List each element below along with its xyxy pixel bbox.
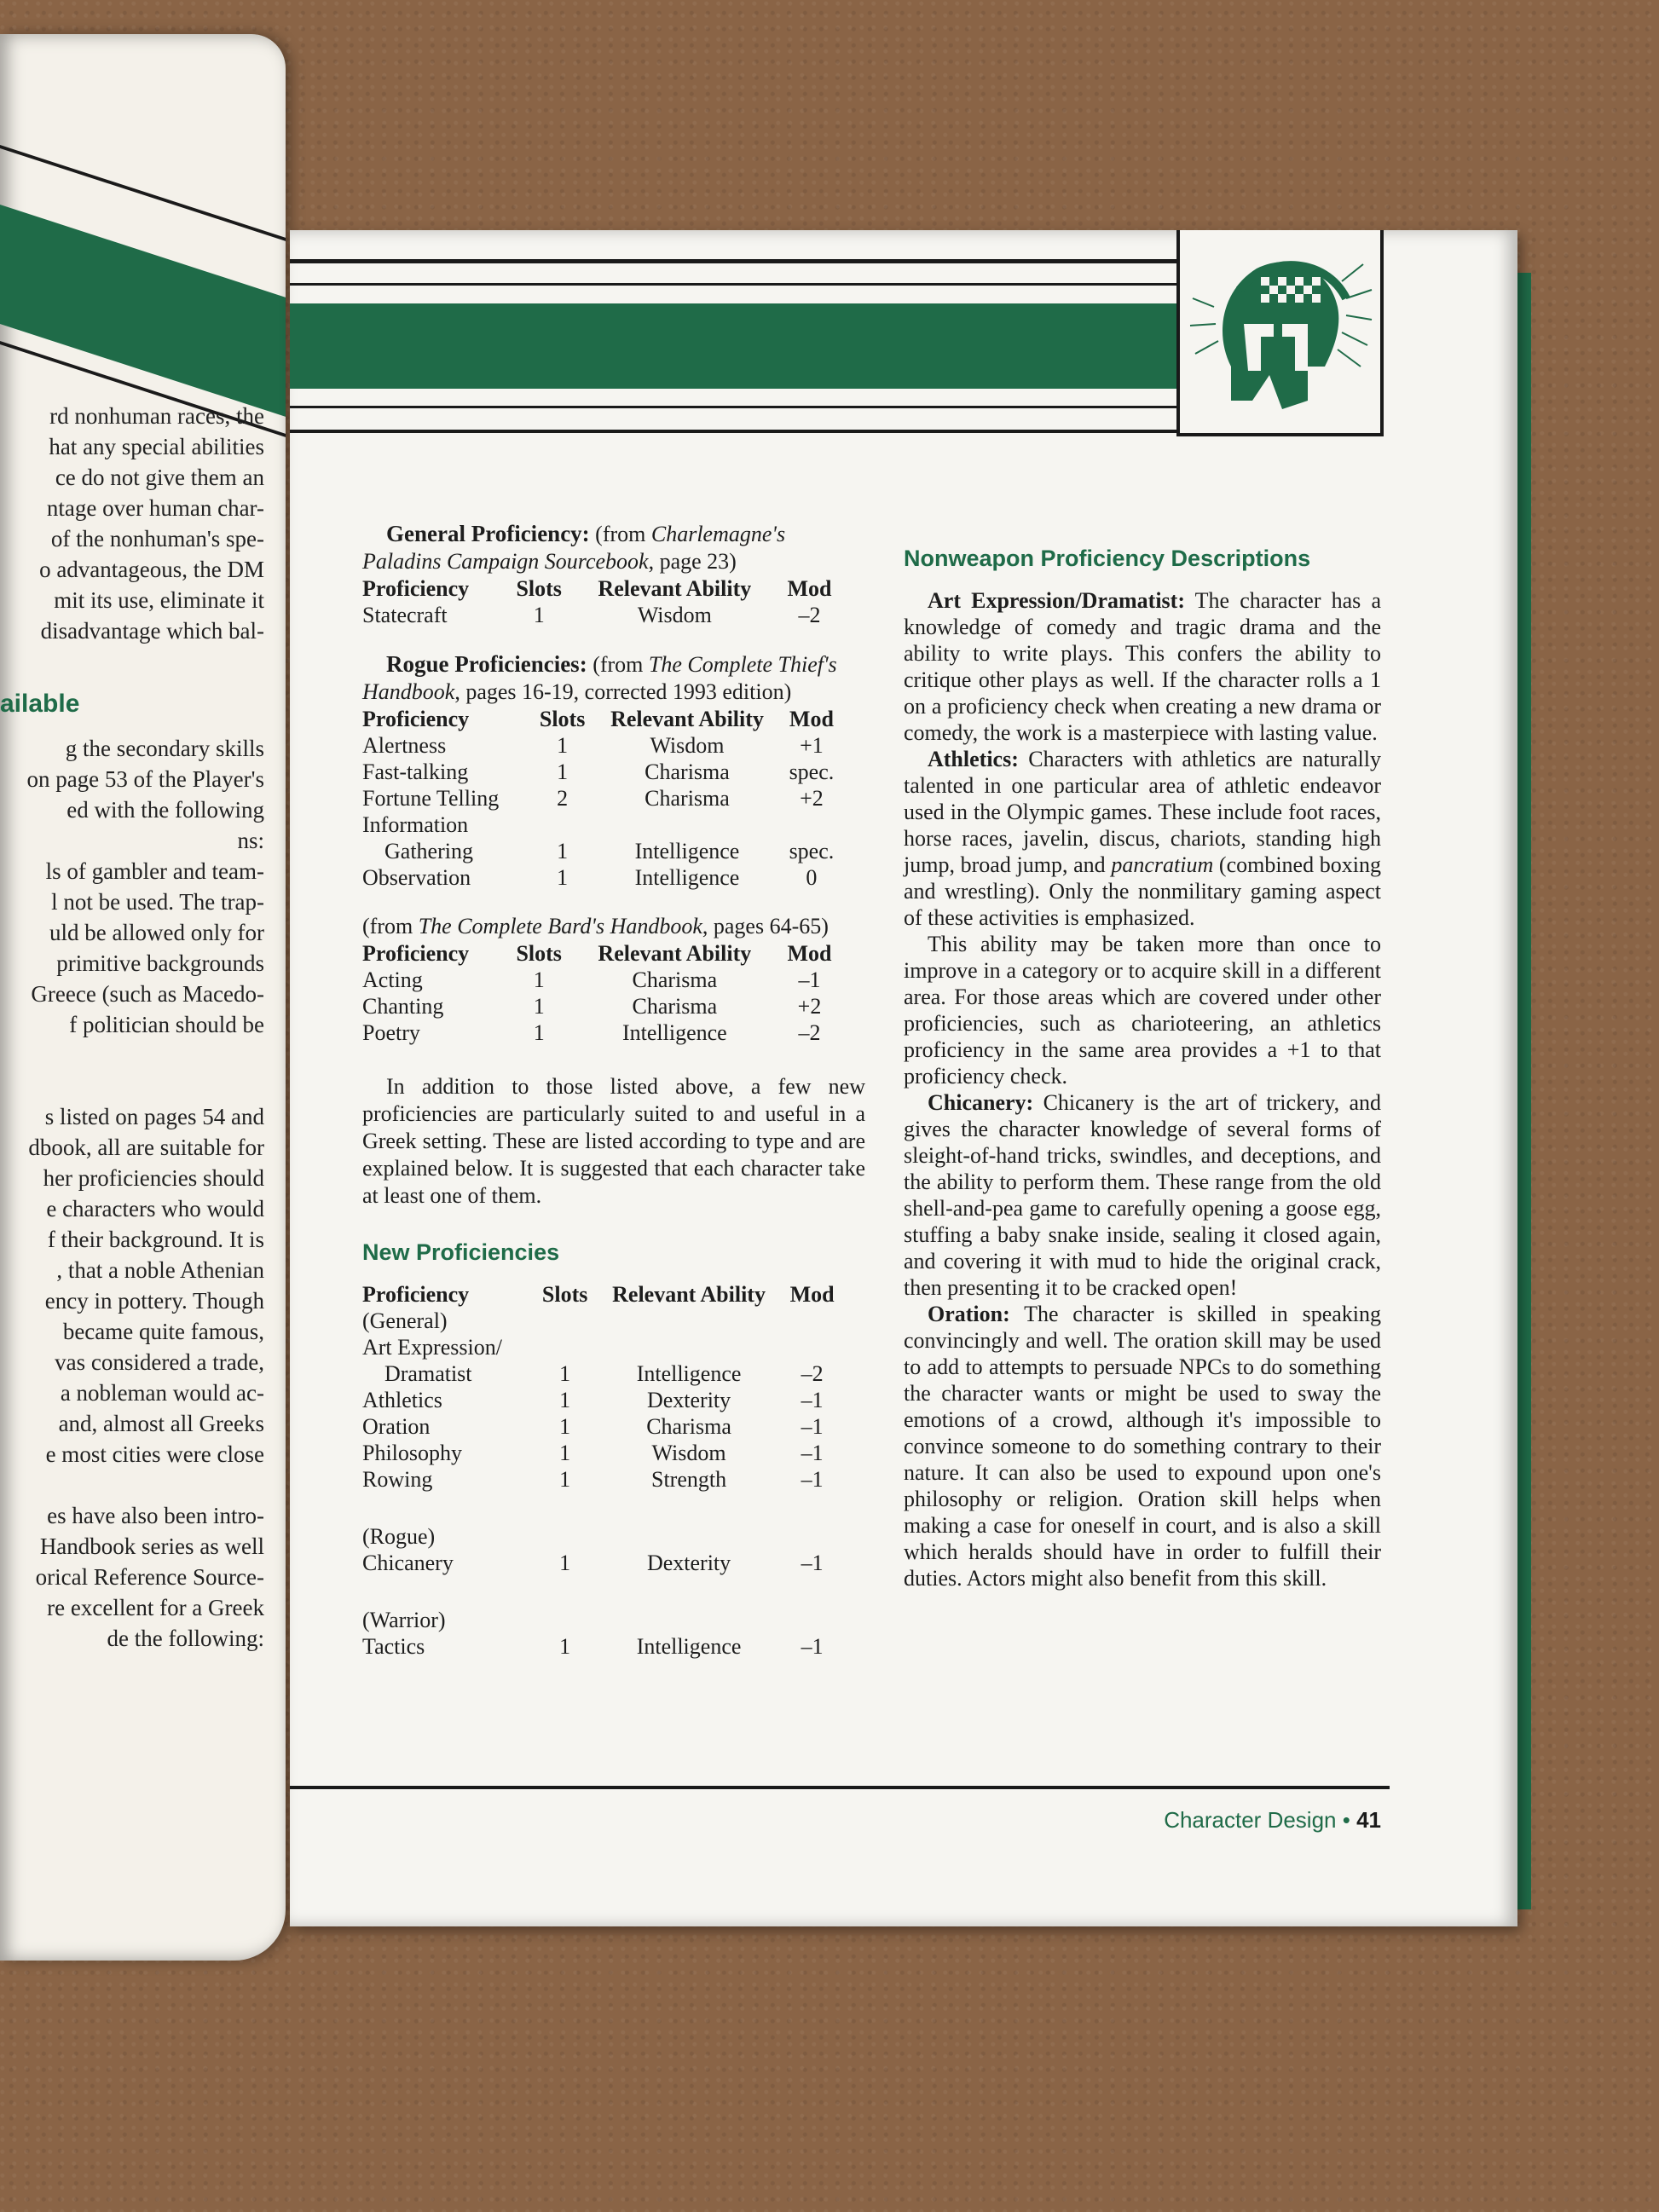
new-proficiencies-heading: New Proficiencies <box>362 1239 560 1265</box>
cell-mod: –2 <box>798 1020 821 1045</box>
cell-ability: Wisdom <box>651 1441 726 1465</box>
cell-slots: 1 <box>557 733 569 758</box>
left-text-line: ed with the following <box>66 797 264 823</box>
cell-ability: Intelligence <box>634 839 740 863</box>
table-header-row <box>362 1281 840 1308</box>
left-text-line: Greece (such as Macedo- <box>31 981 264 1007</box>
cell-mod: –1 <box>801 1388 824 1412</box>
header-rule <box>290 259 1176 263</box>
left-text-line: g the secondary skills <box>65 736 264 761</box>
cell-proficiency: Information <box>362 812 469 837</box>
chicanery-description: Chicanery: Chicanery is the art of trickery, and gives the character knowledge of several forms of sleight-of-hand tricks, swindles, and deceptions, and the ability to perform them. These range from the old shell-and-pea game to carefully opening a goose egg, stuffing a baby snake inside, sealing it closed again, and covering it with mud to hide the original crack, then presenting it to be cracked open! <box>904 1090 1381 1300</box>
left-text-line: primitive backgrounds <box>56 950 264 976</box>
left-text-line: o advantageous, the DM <box>39 557 264 582</box>
cell-proficiency: Athletics <box>362 1388 442 1412</box>
header-proficiency: Proficiency <box>362 941 470 966</box>
cell-proficiency: Observation <box>362 865 471 890</box>
cell-slots: 1 <box>557 839 569 863</box>
left-text-line: ency in pottery. Though <box>44 1288 264 1314</box>
header-rule <box>290 283 1176 286</box>
left-text-line <box>0 1470 264 1500</box>
table-row <box>362 785 840 811</box>
footer-section: Character Design <box>1164 1807 1337 1833</box>
cell-slots: 1 <box>559 1361 571 1386</box>
cell-proficiency: Alertness <box>362 733 447 758</box>
table-row <box>362 1466 840 1493</box>
header-ability: Relevant Ability <box>598 576 752 601</box>
table-header-row <box>362 575 840 602</box>
cell-mod: –1 <box>801 1441 824 1465</box>
left-page-text <box>0 401 264 1654</box>
left-text-line: hat any special abilities <box>49 434 264 459</box>
cell-proficiency: Poetry <box>362 1020 420 1045</box>
left-text-line: e characters who would <box>46 1196 264 1222</box>
spacer-row <box>362 1493 840 1523</box>
header-ability: Relevant Ability <box>598 941 752 966</box>
right-page <box>290 230 1517 1926</box>
table-row <box>362 993 840 1019</box>
cell-slots: 1 <box>559 1551 571 1575</box>
left-page <box>0 34 286 1961</box>
cell-mod: –2 <box>801 1361 824 1386</box>
spacer-row <box>362 1576 840 1607</box>
cell-slots: 1 <box>557 865 569 890</box>
table-row <box>362 1633 840 1660</box>
art-expression-description: Art Expression/Dramatist: The character has a knowledge of comedy and tragic drama and the ability to write plays. This confers the ability to critique other plays as well. If the character rolls a 1 on a proficiency check when creating a new drama or comedy, the work is a masterpiece with lasting value. <box>904 588 1381 745</box>
cell-ability: Intelligence <box>621 1020 727 1045</box>
cell-mod: –1 <box>801 1551 824 1575</box>
cell-proficiency: Dramatist <box>384 1361 472 1386</box>
table-row <box>362 1440 840 1466</box>
oration-description: Oration: The character is skilled in speaking convincingly and well. The oration skill may be used to add to attempts to persuade NPCs to do something the character wants or might be used to sway the emotions of a crowd, although it's impossible to convince someone to do something contrary to their nature. It can also be used to expound upon one's philosophy or religion. Oration skill helps when making a case for oneself in court, and is also a skill which heralds should have in order to fulfill their duties. Actors might also benefit from this skill. <box>904 1302 1381 1591</box>
header-ability: Relevant Ability <box>610 707 764 731</box>
intro-paragraph: In addition to those listed above, a few new proficiencies are particularly suited to and useful in a Greek setting. These are listed according to type and are explained below. It is suggested that each character take at least one of them. <box>362 1074 865 1208</box>
cell-slots: 1 <box>559 1414 571 1439</box>
cell-mod <box>784 1334 840 1360</box>
left-text-line: f politician should be <box>69 1012 264 1037</box>
cell-proficiency: Art Expression/ <box>362 1335 502 1360</box>
footer-rule <box>290 1786 1390 1789</box>
left-text-line: and, almost all Greeks <box>58 1411 264 1436</box>
cell-ability: Wisdom <box>650 733 725 758</box>
cell-slots: 1 <box>533 1020 545 1045</box>
header-slots: Slots <box>516 941 562 966</box>
cell-mod: +2 <box>797 994 822 1019</box>
cell-slots: 1 <box>533 603 545 627</box>
cell-proficiency: Fortune Telling <box>362 786 500 811</box>
general-proficiency-table <box>362 575 840 628</box>
general-proficiency-intro: General Proficiency: (from Charlemagne's Paladins Campaign Sourcebook, page 23) <box>362 521 786 574</box>
table-header-row <box>362 940 840 967</box>
cell-proficiency: Rowing <box>362 1467 433 1492</box>
cell-slots: 1 <box>559 1467 571 1492</box>
footer-bullet: • <box>1342 1807 1350 1833</box>
cell-mod: 0 <box>806 865 818 890</box>
left-text-line: , that a noble Athenian <box>56 1257 264 1283</box>
left-text-line: ns: <box>237 828 264 853</box>
header-mod: Mod <box>787 941 832 966</box>
cell-slots: 2 <box>557 786 569 811</box>
new-proficiencies-table <box>362 1281 840 1660</box>
cell-slots <box>536 1334 593 1360</box>
table-header-row <box>362 706 840 732</box>
cell-ability: Charisma <box>632 967 718 992</box>
left-header-band <box>0 205 286 417</box>
cell-mod: +1 <box>800 733 824 758</box>
left-text-line: es have also been intro- <box>47 1503 264 1528</box>
cell-mod: –2 <box>798 603 821 627</box>
table-row <box>362 602 840 628</box>
header-proficiency: Proficiency <box>362 576 470 601</box>
cell-proficiency: Chicanery <box>362 1551 454 1575</box>
cell-ability: Intelligence <box>634 865 740 890</box>
cell-proficiency: Tactics <box>362 1634 425 1659</box>
cell-slots: 1 <box>533 967 545 992</box>
rogue-proficiency-table <box>362 706 840 891</box>
cell-ability: Charisma <box>645 759 730 784</box>
right-column <box>904 546 1381 1591</box>
left-text-line: rd nonhuman races, the <box>49 403 264 429</box>
athletics-description: Athletics: Characters with athletics are naturally talented in one particular area of athletic endeavor used in the Olympic games. These include foot races, horse races, javelin, discus, chariots, standing high jump, broad jump, and pancratium (combined boxing and wrestling). Only the nonmilitary gaming aspect of these activities is emphasized. <box>904 747 1381 930</box>
cell-slots: 1 <box>533 994 545 1019</box>
left-text-line: a nobleman would ac- <box>60 1380 264 1406</box>
cell-slots <box>534 811 591 838</box>
left-text-line: of the nonhuman's spe- <box>50 526 264 552</box>
header-mod: Mod <box>789 1282 835 1307</box>
left-text-line: vas considered a trade, <box>55 1349 264 1375</box>
group-label-row <box>362 1523 840 1550</box>
cell-mod: +2 <box>800 786 824 811</box>
cell-mod: spec. <box>789 839 835 863</box>
left-text-line: de the following: <box>107 1626 264 1651</box>
page-footer <box>1164 1807 1381 1834</box>
cell-proficiency: Oration <box>362 1414 431 1439</box>
left-column <box>362 520 865 1660</box>
left-text-line: on page 53 of the Player's <box>26 766 264 792</box>
header-band <box>290 303 1176 389</box>
group-label-general: (General) <box>362 1308 448 1333</box>
table-row <box>362 1019 840 1046</box>
cell-ability <box>593 1334 784 1360</box>
left-text-line: Handbook series as well <box>39 1533 264 1559</box>
header-slots: Slots <box>516 576 562 601</box>
table-row <box>362 1360 840 1387</box>
cell-slots: 1 <box>559 1388 571 1412</box>
cell-proficiency: Philosophy <box>362 1441 463 1465</box>
table-row <box>362 1413 840 1440</box>
table-row <box>362 1387 840 1413</box>
cell-ability: Dexterity <box>646 1388 731 1412</box>
header-slots: Slots <box>539 707 586 731</box>
cell-slots: 1 <box>559 1634 571 1659</box>
left-text-line: ntage over human char- <box>46 495 264 521</box>
header-proficiency: Proficiency <box>362 707 470 731</box>
cell-ability: Charisma <box>646 1414 731 1439</box>
cell-mod: –1 <box>801 1467 824 1492</box>
bard-proficiency-table <box>362 940 840 1046</box>
table-row <box>362 1550 840 1576</box>
cell-proficiency: Chanting <box>362 994 444 1019</box>
left-text-line: f their background. It is <box>47 1227 264 1252</box>
cell-proficiency: Fast-talking <box>362 759 469 784</box>
cell-mod <box>783 811 840 838</box>
cell-mod: –1 <box>801 1414 824 1439</box>
header-proficiency: Proficiency <box>362 1282 470 1307</box>
table-row <box>362 811 840 838</box>
cell-ability: Strength <box>651 1467 727 1492</box>
cell-proficiency: Statecraft <box>362 603 448 627</box>
left-text-line: ce do not give them an <box>55 465 264 490</box>
left-text-line: l not be used. The trap- <box>51 889 264 915</box>
page-number: 41 <box>1356 1807 1381 1833</box>
left-text-line: her proficiencies should <box>43 1165 264 1191</box>
descriptions-heading: Nonweapon Proficiency Descriptions <box>904 546 1311 571</box>
cell-mod: –1 <box>801 1634 824 1659</box>
cell-ability: Charisma <box>632 994 718 1019</box>
table-row <box>362 864 840 891</box>
greek-helmet-icon <box>1180 230 1380 430</box>
header-slots: Slots <box>541 1282 588 1307</box>
cell-mod: –1 <box>798 967 821 992</box>
group-label-row <box>362 1308 840 1334</box>
cell-ability <box>591 811 783 838</box>
left-text-line: mit its use, eliminate it <box>54 587 264 613</box>
cell-slots: 1 <box>557 759 569 784</box>
cell-mod: spec. <box>789 759 835 784</box>
left-text-line: became quite famous, <box>62 1319 264 1344</box>
left-heading: ailable <box>0 690 80 718</box>
helmet-emblem <box>1176 230 1384 436</box>
page-edge <box>1517 273 1531 1909</box>
table-row <box>362 967 840 993</box>
header-mod: Mod <box>787 576 832 601</box>
table-row <box>362 759 840 785</box>
bard-proficiency-intro: (from The Complete Bard's Handbook, pages 64-65) <box>362 914 829 939</box>
cell-ability: Charisma <box>645 786 730 811</box>
group-label-rogue: (Rogue) <box>362 1524 436 1549</box>
header-rule <box>290 406 1176 408</box>
table-row <box>362 732 840 759</box>
left-text-line: re excellent for a Greek <box>47 1595 264 1620</box>
cell-slots: 1 <box>559 1441 571 1465</box>
group-label-row <box>362 1607 840 1633</box>
cell-ability: Intelligence <box>636 1634 742 1659</box>
group-label-warrior: (Warrior) <box>362 1608 446 1632</box>
rogue-proficiency-intro: Rogue Proficiencies: (from The Complete Thief's Handbook, pages 16-19, corrected 1993 edition) <box>362 651 837 704</box>
left-text-line: disadvantage which bal- <box>40 618 264 644</box>
left-text-line: dbook, all are suitable for <box>28 1135 264 1160</box>
cell-ability: Intelligence <box>636 1361 742 1386</box>
table-row <box>362 838 840 864</box>
athletics-description-2: This ability may be taken more than once to improve in a category or to acquire skill in a different area. For those areas which are covered under other proficiencies, such as charioteering, an athletics proficiency in the same area provides a +1 to that proficiency check. <box>904 932 1381 1089</box>
cell-proficiency: Acting <box>362 967 423 992</box>
header-mod: Mod <box>789 707 834 731</box>
left-text-line: e most cities were close <box>45 1441 264 1467</box>
cell-ability: Dexterity <box>646 1551 731 1575</box>
left-text-line: ls of gambler and team- <box>45 858 264 884</box>
left-text-line: orical Reference Source- <box>35 1564 264 1590</box>
left-text-line: s listed on pages 54 and <box>44 1104 264 1129</box>
table-row <box>362 1334 840 1360</box>
cell-proficiency: Gathering <box>384 839 473 863</box>
cell-ability: Wisdom <box>637 603 712 627</box>
left-text-line: uld be allowed only for <box>49 920 264 945</box>
header-ability: Relevant Ability <box>612 1282 766 1307</box>
